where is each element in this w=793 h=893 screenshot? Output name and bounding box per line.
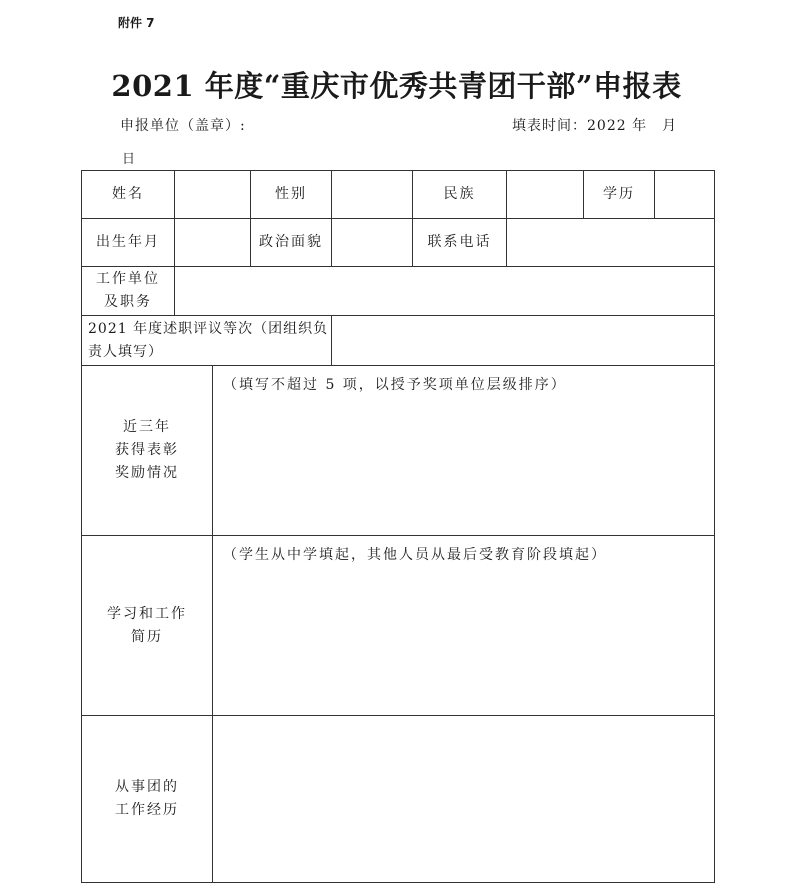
awards-label (82, 366, 213, 536)
work-unit-value-cell[interactable] (175, 267, 715, 316)
work-unit-label-line1: 工作单位 (96, 271, 160, 287)
applying-unit-label: 申报单位（盖章）: (120, 118, 246, 134)
resume-value-cell[interactable] (213, 536, 715, 716)
attachment-label: 附件 7 (118, 16, 155, 30)
form-title: 2021 年度“重庆市优秀共青团干部”申报表 (111, 69, 682, 103)
politics-label: 政治面貌 (251, 219, 332, 267)
resume-label-line2: 简历 (131, 628, 163, 645)
birth-label: 出生年月 (82, 219, 175, 267)
phone-value-cell[interactable] (507, 219, 715, 267)
name-value-cell[interactable] (175, 171, 251, 219)
awards-label-line1: 近三年 (123, 419, 171, 435)
row-awards (82, 366, 715, 536)
name-label: 姓名 (82, 171, 175, 219)
fill-date-label: 填表时间：2022 年 月 (512, 118, 678, 134)
awards-value-cell[interactable] (213, 366, 715, 536)
annual-review-label: 2021 年度述职评议等次（团组织负责人填写） (82, 316, 332, 366)
education-value-cell[interactable] (655, 171, 715, 219)
resume-label (82, 536, 213, 716)
awards-label-line2: 获得表彰 (115, 442, 179, 458)
annual-review-value-cell[interactable] (332, 316, 715, 366)
league-experience-label-line2: 工作经历 (115, 802, 179, 818)
league-experience-value-cell[interactable] (213, 716, 715, 883)
fill-date-day: 日 (122, 152, 137, 167)
gender-value-cell[interactable] (332, 171, 413, 219)
row-annual-review (82, 316, 715, 366)
work-unit-label-line2: 及职务 (104, 294, 152, 310)
work-unit-label (82, 267, 175, 316)
education-label: 学历 (584, 171, 655, 219)
gender-label: 性别 (251, 171, 332, 219)
ethnicity-label: 民族 (413, 171, 507, 219)
row-birth-politics-phone (82, 219, 715, 267)
politics-value-cell[interactable] (332, 219, 413, 267)
ethnicity-value-cell[interactable] (507, 171, 584, 219)
resume-label-line1: 学习和工作 (107, 605, 187, 622)
awards-label-line3: 奖励情况 (115, 465, 179, 481)
phone-label: 联系电话 (413, 219, 507, 267)
birth-value-cell[interactable] (175, 219, 251, 267)
awards-note: （填写不超过 5 项，以授予奖项单位层级排序） (223, 377, 567, 393)
row-resume (82, 536, 715, 716)
row-work-unit (82, 267, 715, 316)
application-form-table (81, 170, 715, 883)
row-league-experience (82, 716, 715, 883)
row-basic-info (82, 171, 715, 219)
resume-note: （学生从中学填起，其他人员从最后受教育阶段填起） (223, 547, 607, 563)
league-experience-label (82, 716, 213, 883)
league-experience-label-line1: 从事团的 (115, 779, 179, 795)
